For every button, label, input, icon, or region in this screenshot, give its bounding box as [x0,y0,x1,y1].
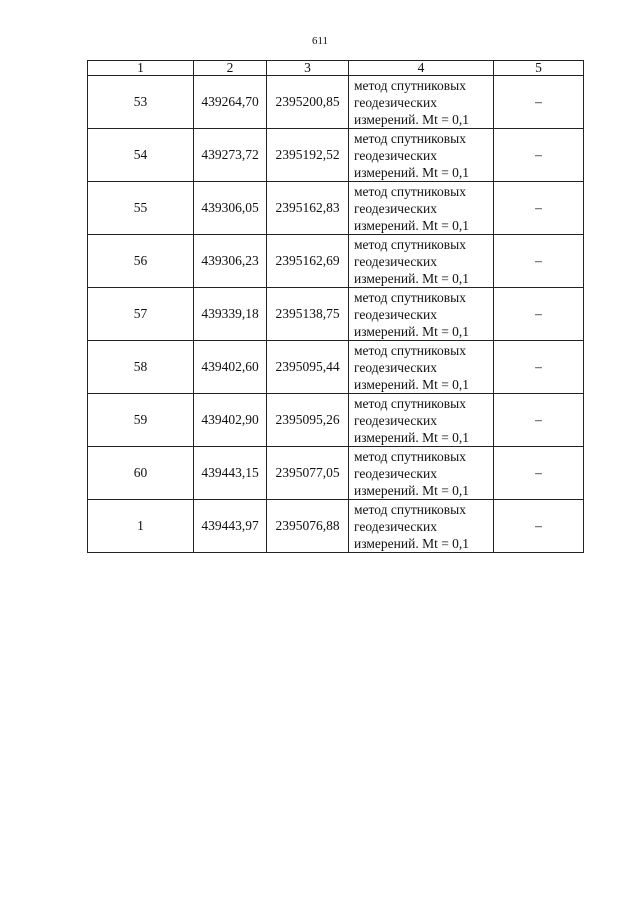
method-line: геодезических [354,306,437,322]
coordinates-table [87,60,584,553]
method-line: измерений. Mt = 0,1 [354,111,470,127]
note-cell: – [494,235,584,288]
method-line: геодезических [354,412,437,428]
y-coordinate-cell: 2395192,52 [267,129,349,182]
note-cell: – [494,129,584,182]
header-col-3: 3 [267,61,349,76]
method-line: геодезических [354,465,437,481]
method-cell [349,500,494,553]
method-line: измерений. Mt = 0,1 [354,164,470,180]
method-cell [349,129,494,182]
header-col-2: 2 [194,61,267,76]
table-row [88,394,584,447]
method-line: метод спутниковых [354,236,466,252]
method-line: метод спутниковых [354,183,466,199]
method-cell [349,76,494,129]
method-line: метод спутниковых [354,77,466,93]
header-col-5: 5 [494,61,584,76]
y-coordinate-cell: 2395076,88 [267,500,349,553]
method-cell [349,288,494,341]
table-row [88,447,584,500]
method-line: метод спутниковых [354,448,466,464]
x-coordinate-cell: 439306,05 [194,182,267,235]
header-col-1: 1 [88,61,194,76]
point-cell: 57 [88,288,194,341]
method-line: измерений. Mt = 0,1 [354,376,470,392]
note-cell: – [494,76,584,129]
y-coordinate-cell: 2395200,85 [267,76,349,129]
x-coordinate-cell: 439306,23 [194,235,267,288]
note-cell: – [494,447,584,500]
y-coordinate-cell: 2395095,26 [267,394,349,447]
x-coordinate-cell: 439339,18 [194,288,267,341]
note-cell: – [494,341,584,394]
point-cell: 54 [88,129,194,182]
header-col-4: 4 [349,61,494,76]
method-line: метод спутниковых [354,501,466,517]
note-cell: – [494,500,584,553]
table-row [88,288,584,341]
method-cell [349,235,494,288]
table-row [88,76,584,129]
method-line: измерений. Mt = 0,1 [354,323,470,339]
table-body [88,76,584,553]
method-line: метод спутниковых [354,130,466,146]
method-line: измерений. Mt = 0,1 [354,482,470,498]
method-line: геодезических [354,147,437,163]
method-cell [349,341,494,394]
method-cell [349,394,494,447]
table-row [88,235,584,288]
method-line: геодезических [354,359,437,375]
method-line: геодезических [354,200,437,216]
method-line: геодезических [354,253,437,269]
method-line: измерений. Mt = 0,1 [354,535,470,551]
table-row [88,341,584,394]
point-cell: 59 [88,394,194,447]
y-coordinate-cell: 2395095,44 [267,341,349,394]
y-coordinate-cell: 2395138,75 [267,288,349,341]
x-coordinate-cell: 439443,97 [194,500,267,553]
method-line: геодезических [354,94,437,110]
y-coordinate-cell: 2395077,05 [267,447,349,500]
method-line: метод спутниковых [354,395,466,411]
note-cell: – [494,182,584,235]
page-number: 611 [311,35,329,47]
method-line: измерений. Mt = 0,1 [354,270,470,286]
table-header-row [88,61,584,76]
x-coordinate-cell: 439264,70 [194,76,267,129]
x-coordinate-cell: 439443,15 [194,447,267,500]
method-line: метод спутниковых [354,289,466,305]
y-coordinate-cell: 2395162,83 [267,182,349,235]
point-cell: 58 [88,341,194,394]
x-coordinate-cell: 439273,72 [194,129,267,182]
point-cell: 60 [88,447,194,500]
method-cell [349,182,494,235]
y-coordinate-cell: 2395162,69 [267,235,349,288]
method-cell [349,447,494,500]
point-cell: 53 [88,76,194,129]
table-row [88,129,584,182]
method-line: измерений. Mt = 0,1 [354,217,470,233]
point-cell: 55 [88,182,194,235]
point-cell: 56 [88,235,194,288]
note-cell: – [494,288,584,341]
method-line: метод спутниковых [354,342,466,358]
x-coordinate-cell: 439402,60 [194,341,267,394]
table-row [88,182,584,235]
method-line: измерений. Mt = 0,1 [354,429,470,445]
method-line: геодезических [354,518,437,534]
note-cell: – [494,394,584,447]
point-cell: 1 [88,500,194,553]
x-coordinate-cell: 439402,90 [194,394,267,447]
table-row [88,500,584,553]
